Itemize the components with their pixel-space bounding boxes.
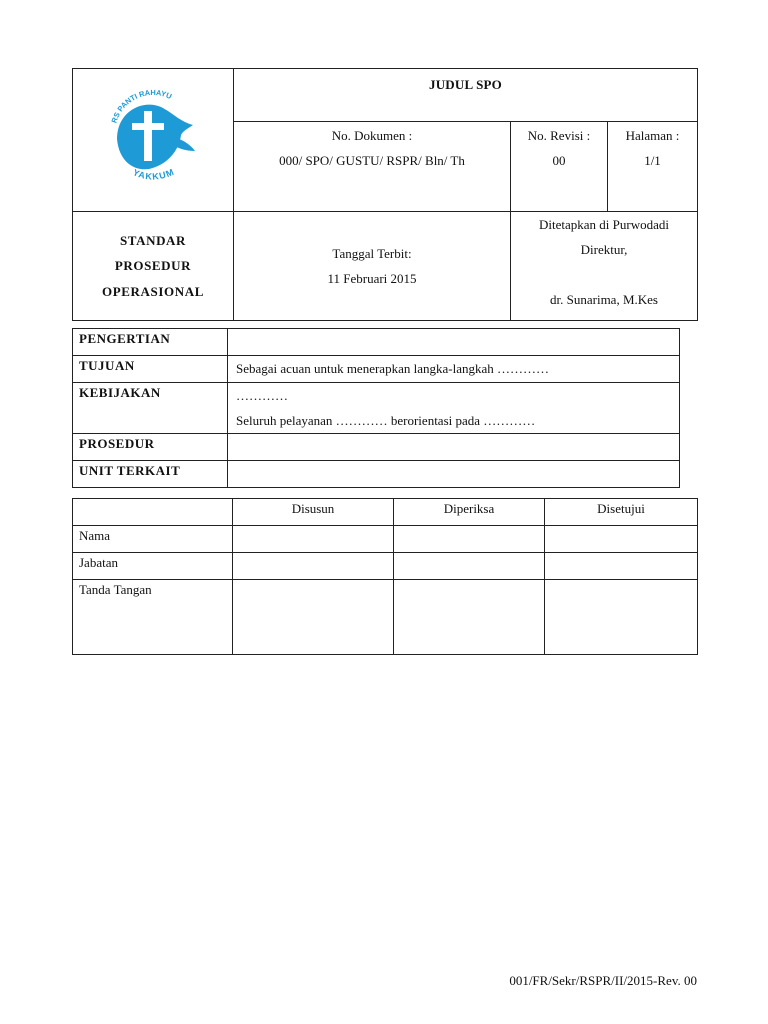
logo-ring-text: RS PANTI RAHAYU bbox=[109, 87, 174, 125]
document-number-cell bbox=[234, 122, 511, 212]
column-header-diperiksa: Diperiksa bbox=[394, 499, 545, 526]
column-header-disusun: Disusun bbox=[233, 499, 394, 526]
standard-line-3: OPERASIONAL bbox=[102, 283, 204, 299]
tujuan-value bbox=[228, 356, 680, 383]
cross-horizontal bbox=[132, 123, 164, 130]
revision-value: 00 bbox=[552, 153, 566, 168]
tanda-tangan-diperiksa bbox=[394, 580, 545, 655]
column-header-disetujui: Disetujui bbox=[545, 499, 698, 526]
standard-line-1: STANDAR bbox=[119, 232, 187, 248]
unit-terkait-value bbox=[228, 461, 680, 488]
dove-shape bbox=[117, 105, 193, 170]
logo-cell bbox=[73, 69, 234, 212]
standard-cell bbox=[73, 212, 234, 321]
table-row bbox=[73, 383, 680, 434]
spo-header-table bbox=[72, 68, 698, 321]
kebijakan-line-1: ………… bbox=[236, 388, 288, 403]
cross-vertical bbox=[144, 111, 152, 161]
pengertian-label: PENGERTIAN bbox=[73, 329, 228, 356]
jabatan-disusun bbox=[233, 553, 394, 580]
jabatan-disetujui bbox=[545, 553, 698, 580]
row-label-tanda-tangan: Tanda Tangan bbox=[73, 580, 233, 655]
svg-text:YAKKUM bbox=[131, 167, 176, 182]
row-label-nama: Nama bbox=[73, 526, 233, 553]
pengertian-value bbox=[228, 329, 680, 356]
table-row bbox=[73, 434, 680, 461]
nama-diperiksa bbox=[394, 526, 545, 553]
approval-table bbox=[72, 498, 698, 655]
page-label: Halaman : bbox=[625, 128, 680, 143]
table-row bbox=[73, 461, 680, 488]
document-number-value: 000/ SPO/ GUSTU/ RSPR/ Bln/ Th bbox=[279, 153, 465, 168]
tujuan-label: TUJUAN bbox=[73, 356, 228, 383]
director-name: dr. Sunarima, M.Kes bbox=[550, 292, 658, 307]
approval-signature-cell bbox=[511, 212, 698, 321]
form-code-footer: 001/FR/Sekr/RSPR/II/2015-Rev. 00 bbox=[509, 973, 697, 988]
table-row bbox=[73, 553, 698, 580]
table-row bbox=[73, 526, 698, 553]
logo-bottom-text: YAKKUM bbox=[131, 166, 177, 182]
row-label-jabatan: Jabatan bbox=[73, 553, 233, 580]
established-at: Ditetapkan di Purwodadi bbox=[539, 217, 669, 232]
hospital-logo bbox=[103, 81, 203, 195]
page-value: 1/1 bbox=[644, 153, 661, 168]
kebijakan-value bbox=[228, 383, 680, 434]
table-row bbox=[73, 329, 680, 356]
issue-date-cell bbox=[234, 212, 511, 321]
document-title: JUDUL SPO bbox=[234, 69, 698, 122]
document-number-label: No. Dokumen : bbox=[331, 128, 413, 143]
jabatan-diperiksa bbox=[394, 553, 545, 580]
issue-date-label: Tanggal Terbit: bbox=[332, 246, 412, 261]
prosedur-value bbox=[228, 434, 680, 461]
kebijakan-line-2: Seluruh pelayanan ………… berorientasi pada ………… bbox=[236, 413, 536, 428]
page-cell bbox=[608, 122, 698, 212]
tujuan-text: Sebagai acuan untuk menerapkan langka-langkah ………… bbox=[236, 361, 549, 376]
kebijakan-label: KEBIJAKAN bbox=[73, 383, 228, 434]
standard-line-2: PROSEDUR bbox=[114, 258, 192, 274]
director-title: Direktur, bbox=[580, 242, 628, 257]
unit-terkait-label: UNIT TERKAIT bbox=[73, 461, 228, 488]
tanda-tangan-disusun bbox=[233, 580, 394, 655]
revision-label: No. Revisi : bbox=[527, 128, 591, 143]
table-row bbox=[73, 499, 698, 526]
spo-content-table bbox=[72, 328, 680, 488]
table-row bbox=[73, 356, 680, 383]
nama-disetujui bbox=[545, 526, 698, 553]
issue-date-value: 11 Februari 2015 bbox=[327, 271, 417, 286]
table-row bbox=[73, 580, 698, 655]
revision-cell bbox=[511, 122, 608, 212]
tanda-tangan-disetujui bbox=[545, 580, 698, 655]
approval-corner-cell bbox=[73, 499, 233, 526]
nama-disusun bbox=[233, 526, 394, 553]
prosedur-label: PROSEDUR bbox=[73, 434, 228, 461]
